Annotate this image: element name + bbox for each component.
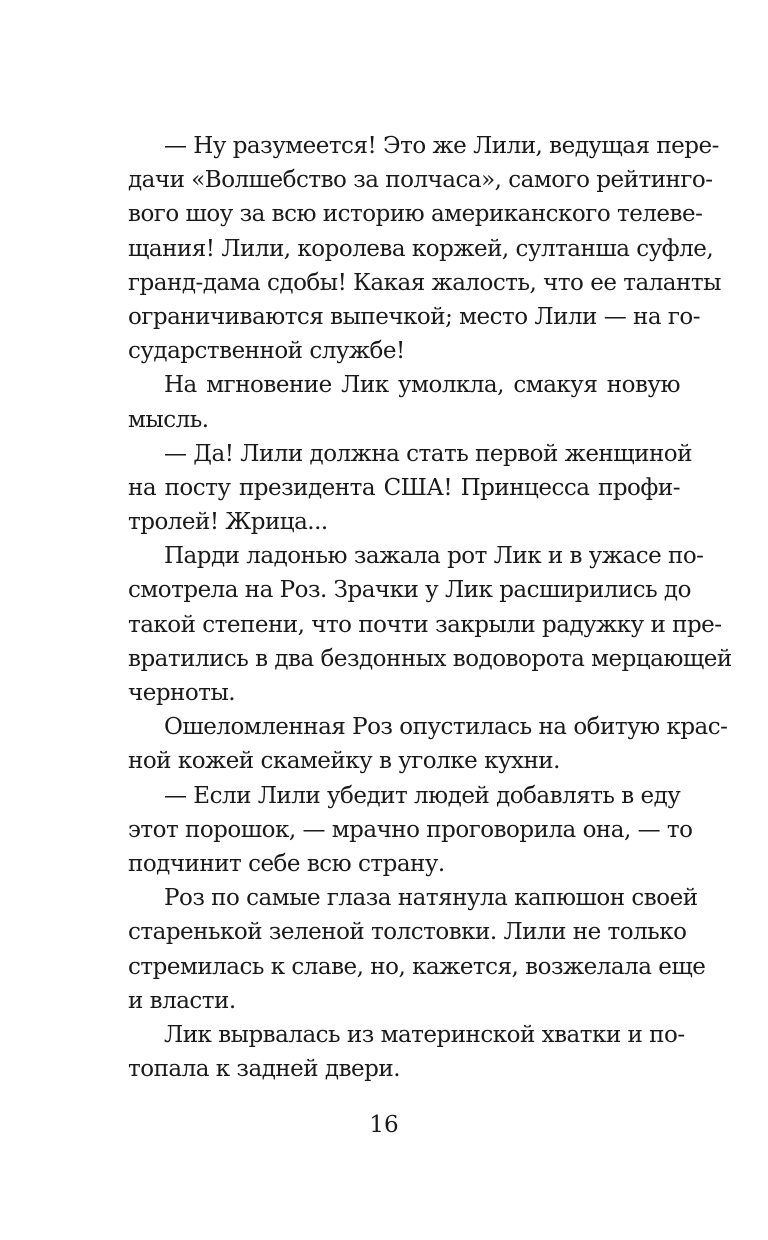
- body-text: [128, 129, 732, 1086]
- text-line: вого шоу за всю историю американского телеве-: [128, 201, 703, 228]
- text-line: сударственной службе!: [128, 338, 405, 365]
- text-line: — Ну разумеется! Это же Лили, ведущая пере-: [164, 133, 719, 159]
- text-line: смотрела на Роз. Зрачки у Лик расширились до: [128, 577, 691, 604]
- text-line: Парди ладонью зажала рот Лик и в ужасе по-: [164, 543, 704, 570]
- text-line: и власти.: [128, 987, 236, 1014]
- paragraph: [128, 539, 732, 710]
- text-line: дачи «Волшебство за полчаса», самого рейтинго-: [128, 167, 713, 194]
- text-line: старенькой зеленой толстовки. Лили не только: [128, 919, 687, 946]
- text-line: тролей! Жрица...: [128, 509, 328, 536]
- paragraph: [128, 881, 706, 1018]
- paragraph: [128, 368, 680, 436]
- page-number: 16: [369, 1112, 399, 1138]
- text-line: ной кожей скамейку в уголке кухни.: [128, 748, 560, 775]
- paragraph: [128, 1018, 685, 1086]
- text-line: Роз по самые глаза натянула капюшон своей: [164, 885, 698, 912]
- paragraph: [128, 779, 693, 882]
- paragraph: [128, 129, 721, 368]
- text-line: Ошеломленная Роз опустилась на обитую крас-: [164, 714, 728, 741]
- text-line: вратились в два бездонных водоворота мерцающей: [128, 645, 732, 672]
- text-line: — Да! Лили должна стать первой женщиной: [164, 440, 692, 467]
- text-line: стремилась к славе, но, кажется, возжелала еще: [128, 953, 706, 980]
- paragraph: [128, 710, 728, 778]
- text-line: такой степени, что почти закрыли радужку и пре-: [128, 611, 722, 638]
- text-line: мысль.: [128, 406, 209, 433]
- text-line: подчинит себе всю страну.: [128, 850, 445, 877]
- text-line: На мгновение Лик умолкла, смакуя новую: [164, 372, 680, 399]
- text-line: этот порошок, — мрачно проговорила она, — то: [128, 816, 693, 843]
- text-line: гранд-дама сдобы! Какая жалость, что ее таланты: [128, 269, 721, 296]
- paragraph: [128, 437, 692, 540]
- text-line: на посту президента США! Принцесса профи-: [128, 474, 680, 501]
- text-line: щания! Лили, королева коржей, султанша суфле,: [128, 235, 714, 262]
- text-line: топала к задней двери.: [128, 1056, 401, 1083]
- text-line: — Если Лили убедит людей добавлять в еду: [164, 782, 681, 809]
- text-line: ограничиваются выпечкой; место Лили — на го-: [128, 303, 701, 330]
- text-line: Лик вырвалась из материнской хватки и по-: [164, 1021, 685, 1048]
- text-line: черноты.: [128, 680, 236, 706]
